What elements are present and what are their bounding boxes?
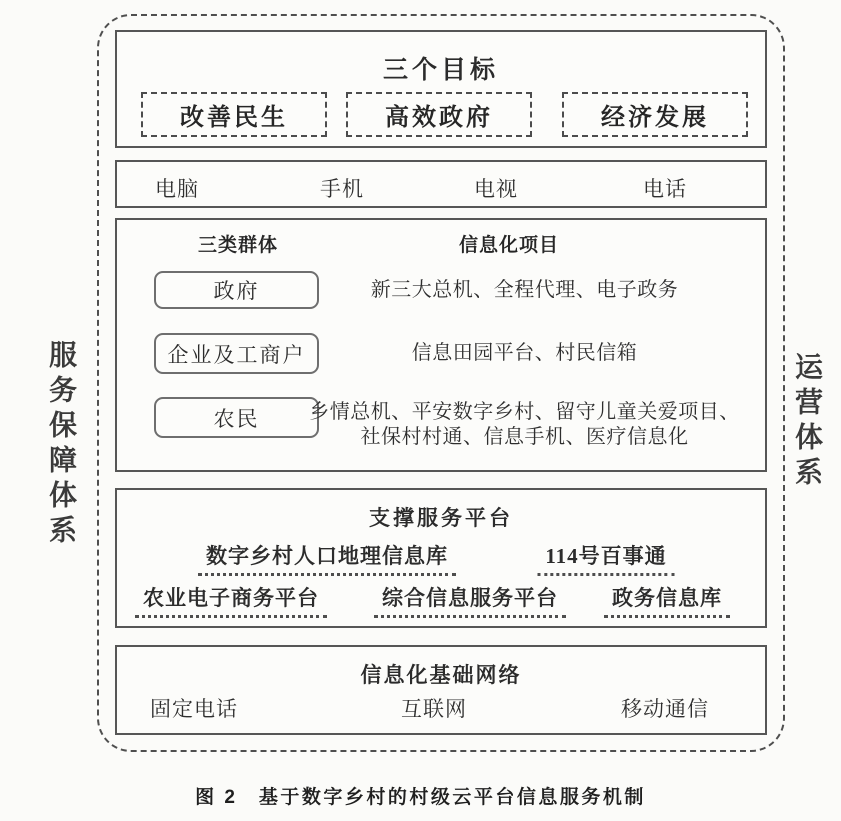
support-platform-title: 支撑服务平台: [369, 506, 513, 530]
projects-farmers-line2: 社保村村通、信息手机、医疗信息化: [360, 426, 689, 448]
figure-caption: 图 2 基于数字乡村的村级云平台信息服务机制: [195, 787, 646, 808]
device-telephone: 电话: [643, 177, 687, 201]
network-title: 信息化基础网络: [360, 663, 522, 687]
goals-title: 三个目标: [382, 57, 499, 84]
projects-government: 新三大总机、全程代理、电子政务: [370, 279, 679, 301]
support-platform-box: [115, 488, 767, 628]
group-badge-enterprise: 企业及工商户: [154, 333, 319, 374]
support-integrated-info-service: 综合信息服务平台: [374, 582, 566, 618]
groups-box: [115, 218, 767, 472]
device-mobile-phone: 手机: [320, 177, 364, 201]
devices-box: [115, 160, 767, 208]
network-internet: 互联网: [401, 697, 467, 721]
device-tv: 电视: [474, 177, 518, 201]
projects-enterprise: 信息田园平台、村民信箱: [411, 342, 638, 364]
left-vertical-label: 服务保障体系: [45, 340, 76, 550]
right-vertical-label: 运营体系: [791, 352, 822, 492]
goals-box: [115, 30, 767, 148]
goal-item-economic-development: 经济发展: [562, 92, 748, 137]
device-computer: 电脑: [155, 177, 199, 201]
support-114-hotline: 114号百事通: [537, 540, 674, 576]
support-geo-info-database: 数字乡村人口地理信息库: [198, 540, 456, 576]
network-fixed-phone: 固定电话: [150, 697, 238, 721]
goal-item-improve-livelihood: 改善民生: [141, 92, 327, 137]
group-badge-farmers: 农民: [154, 397, 319, 438]
groups-column-header: 三类群体: [197, 235, 279, 256]
goal-item-efficient-government: 高效政府: [346, 92, 532, 137]
support-government-database: 政务信息库: [604, 582, 730, 618]
network-box: [115, 645, 767, 735]
support-agriculture-ecommerce: 农业电子商务平台: [135, 582, 327, 618]
group-badge-government: 政府: [154, 271, 319, 309]
projects-farmers: [297, 400, 752, 450]
network-mobile-comm: 移动通信: [621, 697, 709, 721]
projects-farmers-line1: 乡情总机、平安数字乡村、留守儿童关爱项目、: [309, 401, 740, 423]
projects-column-header: 信息化项目: [458, 235, 560, 256]
